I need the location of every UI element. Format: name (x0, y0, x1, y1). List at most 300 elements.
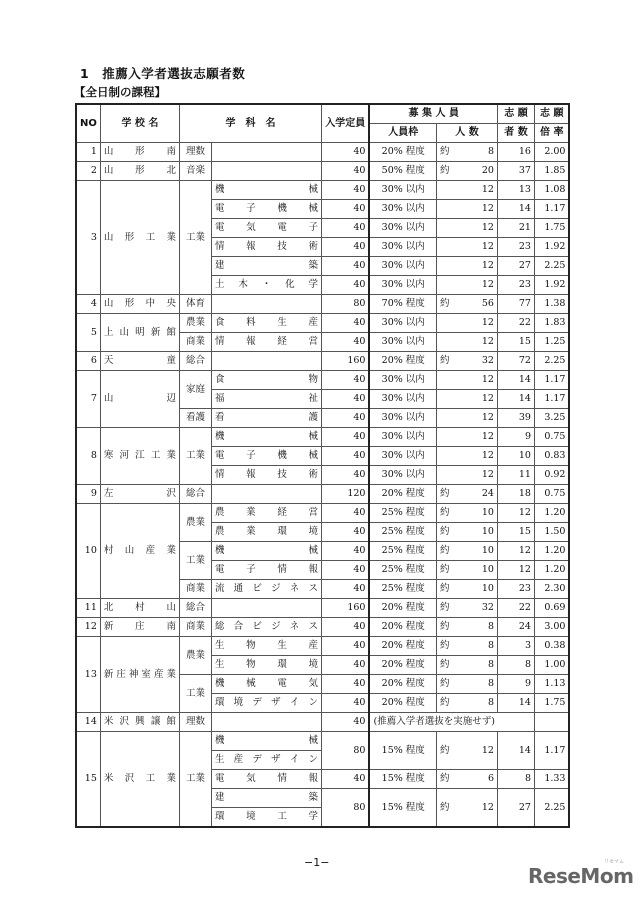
row-no: 10 (76, 504, 100, 599)
subject-name: 機 械 (211, 542, 321, 561)
document-title: 1 推薦入学者選抜志願者数 (80, 66, 246, 81)
recruit-count (436, 561, 497, 580)
recruit-count (436, 162, 497, 181)
ratio: 0.75 (534, 485, 569, 504)
ratio: 0.92 (534, 466, 569, 485)
recruit-count (436, 276, 497, 295)
subject-name (211, 143, 321, 162)
applicants: 77 (497, 295, 534, 314)
subject-name: 機 械 電 気 (211, 675, 321, 694)
approx-label: 約 (439, 697, 450, 708)
recruit-count (436, 238, 497, 257)
school-name: 上 山 明 新 館 (100, 314, 179, 352)
subject-name: 建 築 (211, 257, 321, 276)
header-recruit-count: 人 数 (436, 124, 497, 143)
row-no: 11 (76, 599, 100, 618)
count-value: 12 (481, 744, 494, 756)
count-value: 12 (481, 203, 494, 214)
school-name: 新 庄 神 室 産 業 (100, 637, 179, 713)
recruit-count (436, 143, 497, 162)
department-type: 工業 (179, 542, 211, 580)
recruit-count (436, 694, 497, 713)
count-value: 20 (481, 165, 494, 176)
count-value: 10 (481, 526, 494, 537)
count-value: 10 (481, 545, 494, 556)
recruit-count (436, 447, 497, 466)
capacity: 40 (321, 694, 369, 713)
department-type: 看護 (179, 409, 211, 428)
applicants: 15 (497, 523, 534, 542)
applicants: 14 (497, 200, 534, 219)
ratio: 2.30 (534, 580, 569, 599)
count-value: 12 (481, 279, 494, 290)
school-name: 米 沢 興 譲 館 (100, 713, 179, 732)
capacity: 40 (321, 447, 369, 466)
ratio: 3.00 (534, 618, 569, 637)
ratio: 1.25 (534, 333, 569, 352)
table-row (76, 371, 569, 390)
subject-name: 環 境 デ ザ イ ン (211, 694, 321, 713)
capacity: 40 (321, 713, 369, 732)
capacity: 40 (321, 238, 369, 257)
recruit-quota: 70% 程度 (369, 295, 436, 314)
count-value: 12 (481, 801, 494, 813)
department-type: 農業 (179, 637, 211, 675)
recruit-quota: 25% 程度 (369, 542, 436, 561)
table-row (76, 314, 569, 333)
count-value: 10 (481, 583, 494, 594)
recruit-count (436, 770, 497, 789)
capacity: 40 (321, 637, 369, 656)
recruit-quota: 15% 程度 (369, 789, 436, 828)
subject-name: 生 産 デ ザ イ ン (211, 751, 321, 770)
ratio: 1.50 (534, 523, 569, 542)
approx-label: 約 (439, 146, 450, 157)
document-subtitle: 【全日制の課程】 (74, 85, 166, 99)
recruit-quota: 20% 程度 (369, 599, 436, 618)
school-name: 寒 河 江 工 業 (100, 428, 179, 485)
capacity: 40 (321, 770, 369, 789)
recruit-quota: 30% 以内 (369, 276, 436, 295)
header-department: 学 科 名 (179, 104, 321, 143)
approx-label: 約 (439, 659, 450, 670)
header-ratio-bottom: 倍 率 (534, 124, 569, 143)
capacity: 40 (321, 656, 369, 675)
applicants: 12 (497, 542, 534, 561)
applicants: 9 (497, 675, 534, 694)
ratio (534, 713, 569, 732)
ratio: 1.92 (534, 238, 569, 257)
capacity: 40 (321, 580, 369, 599)
ratio: 1.17 (534, 200, 569, 219)
ratio: 3.25 (534, 409, 569, 428)
header-no: NO (76, 104, 100, 143)
department-type: 農業 (179, 314, 211, 333)
capacity: 40 (321, 200, 369, 219)
subject-name: 生 物 環 境 (211, 656, 321, 675)
table-row (76, 352, 569, 371)
notice-text: (推薦入学者選抜を実施せず) (369, 713, 534, 732)
table-row (76, 713, 569, 732)
recruit-quota: 30% 以内 (369, 333, 436, 352)
applicants: 14 (497, 371, 534, 390)
resemom-logo-ruby: リセマム (604, 859, 624, 865)
ratio: 2.25 (534, 257, 569, 276)
count-value: 12 (481, 450, 494, 461)
subject-name: 農 業 経 営 (211, 504, 321, 523)
subject-name: 情 報 技 術 (211, 466, 321, 485)
subject-name: 情 報 技 術 (211, 238, 321, 257)
approx-label: 約 (439, 773, 450, 784)
ratio: 1.75 (534, 694, 569, 713)
school-name: 山 形 中 央 (100, 295, 179, 314)
applicants-table (75, 103, 570, 828)
header-applicants-top: 志 願 (497, 104, 534, 124)
recruit-quota: 20% 程度 (369, 637, 436, 656)
recruit-count (436, 466, 497, 485)
count-value: 12 (481, 336, 494, 347)
capacity: 80 (321, 789, 369, 828)
recruit-count (436, 789, 497, 828)
count-value: 8 (487, 659, 494, 670)
subject-name (211, 162, 321, 181)
approx-label: 約 (439, 526, 450, 537)
capacity: 40 (321, 390, 369, 409)
department-type: 理数 (179, 713, 211, 732)
recruit-count (436, 219, 497, 238)
recruit-quota: 20% 程度 (369, 675, 436, 694)
approx-label: 約 (439, 744, 450, 756)
recruit-quota: 25% 程度 (369, 504, 436, 523)
capacity: 40 (321, 523, 369, 542)
capacity: 40 (321, 675, 369, 694)
applicants: 11 (497, 466, 534, 485)
recruit-quota: 30% 以内 (369, 314, 436, 333)
recruit-count (436, 637, 497, 656)
ratio: 2.25 (534, 789, 569, 828)
ratio: 1.38 (534, 295, 569, 314)
recruit-quota: 30% 以内 (369, 238, 436, 257)
recruit-count (436, 732, 497, 770)
header-applicants-bottom: 者 数 (497, 124, 534, 143)
applicants: 16 (497, 143, 534, 162)
row-no: 6 (76, 352, 100, 371)
approx-label: 約 (439, 801, 450, 813)
count-value: 12 (481, 184, 494, 195)
applicants: 14 (497, 390, 534, 409)
capacity: 40 (321, 257, 369, 276)
row-no: 4 (76, 295, 100, 314)
subject-name: 生 物 生 産 (211, 637, 321, 656)
table-row (76, 599, 569, 618)
applicants: 27 (497, 257, 534, 276)
header-recruit-quota: 人員枠 (369, 124, 436, 143)
applicants: 23 (497, 580, 534, 599)
recruit-count (436, 181, 497, 200)
school-name: 左 沢 (100, 485, 179, 504)
recruit-count (436, 504, 497, 523)
applicants: 37 (497, 162, 534, 181)
approx-label: 約 (439, 488, 450, 499)
subject-name (211, 599, 321, 618)
department-type: 音楽 (179, 162, 211, 181)
row-no: 2 (76, 162, 100, 181)
row-no: 14 (76, 713, 100, 732)
count-value: 56 (481, 298, 494, 309)
applicants: 23 (497, 238, 534, 257)
capacity: 40 (321, 504, 369, 523)
ratio: 1.83 (534, 314, 569, 333)
count-value: 12 (481, 260, 494, 271)
school-name: 新 庄 南 (100, 618, 179, 637)
recruit-quota: 20% 程度 (369, 485, 436, 504)
capacity: 40 (321, 618, 369, 637)
capacity: 40 (321, 428, 369, 447)
subject-name (211, 485, 321, 504)
count-value: 12 (481, 374, 494, 385)
capacity: 40 (321, 162, 369, 181)
department-type: 商業 (179, 333, 211, 352)
approx-label: 約 (439, 545, 450, 556)
capacity: 40 (321, 181, 369, 200)
row-no: 3 (76, 181, 100, 295)
ratio: 0.83 (534, 447, 569, 466)
recruit-quota: 30% 以内 (369, 466, 436, 485)
recruit-quota: 15% 程度 (369, 732, 436, 770)
applicants: 12 (497, 561, 534, 580)
ratio: 0.69 (534, 599, 569, 618)
subject-name (211, 295, 321, 314)
approx-label: 約 (439, 564, 450, 575)
recruit-quota: 25% 程度 (369, 580, 436, 599)
ratio: 1.20 (534, 504, 569, 523)
recruit-quota: 20% 程度 (369, 656, 436, 675)
header-recruit: 募 集 人 員 (369, 104, 497, 124)
applicants: 3 (497, 637, 534, 656)
subject-name: 看 護 (211, 409, 321, 428)
subject-name: 機 械 (211, 181, 321, 200)
ratio: 1.13 (534, 675, 569, 694)
recruit-quota: 30% 以内 (369, 428, 436, 447)
recruit-quota: 30% 以内 (369, 200, 436, 219)
header-ratio-top: 志 願 (534, 104, 569, 124)
applicants: 22 (497, 314, 534, 333)
applicants: 39 (497, 409, 534, 428)
subject-name: 電 子 機 械 (211, 200, 321, 219)
subject-name: 流 通 ビ ジ ネ ス (211, 580, 321, 599)
recruit-count (436, 333, 497, 352)
count-value: 12 (481, 469, 494, 480)
table-row (76, 162, 569, 181)
table-row (76, 143, 569, 162)
subject-name: 食 物 (211, 371, 321, 390)
capacity: 40 (321, 333, 369, 352)
row-no: 8 (76, 428, 100, 485)
capacity: 120 (321, 485, 369, 504)
count-value: 12 (481, 393, 494, 404)
school-name: 村 山 産 業 (100, 504, 179, 599)
applicants: 9 (497, 428, 534, 447)
row-no: 7 (76, 371, 100, 428)
table-row (76, 295, 569, 314)
ratio: 1.17 (534, 371, 569, 390)
approx-label: 約 (439, 298, 450, 309)
count-value: 12 (481, 431, 494, 442)
ratio: 1.33 (534, 770, 569, 789)
department-type: 工業 (179, 428, 211, 485)
subject-name: 情 報 経 営 (211, 333, 321, 352)
recruit-count (436, 371, 497, 390)
recruit-count (436, 656, 497, 675)
table-row (76, 618, 569, 637)
ratio: 1.00 (534, 656, 569, 675)
page-number: −1− (304, 856, 330, 869)
subject-name: 機 械 (211, 732, 321, 751)
applicants: 27 (497, 789, 534, 828)
approx-label: 約 (439, 165, 450, 176)
capacity: 40 (321, 219, 369, 238)
count-value: 8 (487, 697, 494, 708)
applicants: 21 (497, 219, 534, 238)
ratio: 0.75 (534, 428, 569, 447)
recruit-quota: 25% 程度 (369, 561, 436, 580)
recruit-quota: 15% 程度 (369, 770, 436, 789)
approx-label: 約 (439, 640, 450, 651)
approx-label: 約 (439, 602, 450, 613)
count-value: 12 (481, 241, 494, 252)
row-no: 13 (76, 637, 100, 713)
department-type: 商業 (179, 580, 211, 599)
count-value: 8 (487, 640, 494, 651)
recruit-quota: 30% 以内 (369, 371, 436, 390)
approx-label: 約 (439, 678, 450, 689)
subject-name: 食 料 生 産 (211, 314, 321, 333)
applicants: 22 (497, 599, 534, 618)
recruit-quota: 30% 以内 (369, 257, 436, 276)
recruit-quota: 30% 以内 (369, 219, 436, 238)
applicants: 10 (497, 447, 534, 466)
department-type: 農業 (179, 504, 211, 542)
ratio: 1.75 (534, 219, 569, 238)
school-name: 山 形 工 業 (100, 181, 179, 295)
recruit-count (436, 428, 497, 447)
recruit-quota: 20% 程度 (369, 618, 436, 637)
school-name: 北 村 山 (100, 599, 179, 618)
row-no: 12 (76, 618, 100, 637)
recruit-quota: 30% 以内 (369, 390, 436, 409)
recruit-count (436, 352, 497, 371)
subject-name: 電 子 情 報 (211, 561, 321, 580)
applicants: 12 (497, 504, 534, 523)
recruit-count (436, 618, 497, 637)
department-type: 総合 (179, 485, 211, 504)
header-school: 学 校 名 (100, 104, 179, 143)
recruit-count (436, 485, 497, 504)
ratio: 1.20 (534, 542, 569, 561)
department-type: 体育 (179, 295, 211, 314)
approx-label: 約 (439, 355, 450, 366)
applicants: 18 (497, 485, 534, 504)
capacity: 40 (321, 314, 369, 333)
subject-name: 環 境 工 学 (211, 808, 321, 828)
subject-name: 農 業 環 境 (211, 523, 321, 542)
department-type: 工業 (179, 181, 211, 295)
count-value: 8 (487, 146, 494, 157)
approx-label: 約 (439, 507, 450, 518)
ratio: 1.17 (534, 732, 569, 770)
count-value: 8 (487, 621, 494, 632)
count-value: 32 (481, 602, 494, 613)
count-value: 24 (481, 488, 494, 499)
department-type: 家庭 (179, 371, 211, 409)
applicants: 13 (497, 181, 534, 200)
capacity: 40 (321, 276, 369, 295)
subject-name: 機 械 (211, 428, 321, 447)
ratio: 1.08 (534, 181, 569, 200)
applicants: 23 (497, 276, 534, 295)
header-capacity: 入学定員 (321, 104, 369, 143)
recruit-count (436, 599, 497, 618)
recruit-count (436, 390, 497, 409)
count-value: 10 (481, 507, 494, 518)
capacity: 40 (321, 542, 369, 561)
recruit-count (436, 409, 497, 428)
subject-name (211, 713, 321, 732)
row-no: 9 (76, 485, 100, 504)
school-name: 山 形 北 (100, 162, 179, 181)
ratio: 1.85 (534, 162, 569, 181)
ratio: 1.20 (534, 561, 569, 580)
recruit-quota: 30% 以内 (369, 447, 436, 466)
recruit-count (436, 523, 497, 542)
capacity: 80 (321, 295, 369, 314)
recruit-count (436, 295, 497, 314)
resemom-logo: ReseMom (528, 864, 634, 888)
capacity: 40 (321, 409, 369, 428)
subject-name: 電 気 電 子 (211, 219, 321, 238)
recruit-quota: 20% 程度 (369, 143, 436, 162)
capacity: 40 (321, 371, 369, 390)
count-value: 12 (481, 412, 494, 423)
count-value: 10 (481, 564, 494, 575)
recruit-count (436, 200, 497, 219)
subject-name: 建 築 (211, 789, 321, 808)
recruit-count (436, 257, 497, 276)
department-type: 商業 (179, 618, 211, 637)
capacity: 80 (321, 732, 369, 770)
ratio: 2.25 (534, 352, 569, 371)
school-name: 山 形 南 (100, 143, 179, 162)
count-value: 32 (481, 355, 494, 366)
school-name: 山 辺 (100, 371, 179, 428)
subject-name: 土 木 ・ 化 学 (211, 276, 321, 295)
ratio: 0.38 (534, 637, 569, 656)
subject-name: 電 子 機 械 (211, 447, 321, 466)
recruit-count (436, 314, 497, 333)
count-value: 12 (481, 317, 494, 328)
department-type: 総合 (179, 352, 211, 371)
approx-label: 約 (439, 621, 450, 632)
table-row (76, 428, 569, 447)
school-name: 米 沢 工 業 (100, 732, 179, 828)
table-row (76, 485, 569, 504)
applicants: 14 (497, 694, 534, 713)
capacity: 160 (321, 352, 369, 371)
department-type: 総合 (179, 599, 211, 618)
ratio: 1.92 (534, 276, 569, 295)
ratio: 2.00 (534, 143, 569, 162)
table-row (76, 504, 569, 523)
